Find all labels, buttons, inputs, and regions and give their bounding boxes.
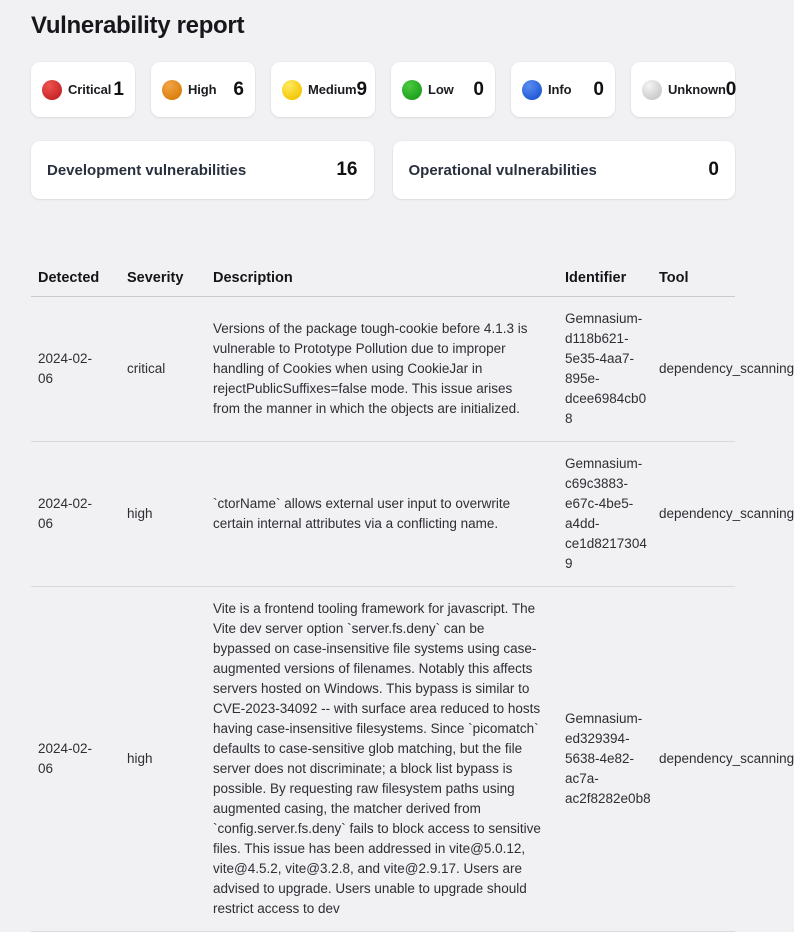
table-header-row — [31, 260, 735, 297]
development-vulnerabilities-label: Development vulnerabilities — [47, 161, 247, 179]
identifier-cell: Gemnasium-c69c3883-e67c-4be5-a4dd-ce1d82173049 — [557, 442, 653, 587]
development-vulnerabilities-count: 16 — [336, 159, 358, 180]
severity-card-high — [151, 62, 255, 117]
info-dot-icon — [522, 80, 542, 100]
severity-card-unknown — [631, 62, 735, 117]
severity-card-low — [391, 62, 495, 117]
detected-cell: 2024-02-06 — [31, 587, 119, 932]
identifier-cell: Gemnasium-d118b621-5e35-4aa7-895e-dcee6984cb08 — [557, 297, 653, 442]
tool-cell: dependency_scanning — [653, 442, 735, 587]
severity-label: High — [188, 82, 217, 97]
description-cell: `ctorName` allows external user input to overwrite certain internal attributes via a conflicting name. — [205, 442, 557, 587]
operational-vulnerabilities-label: Operational vulnerabilities — [408, 161, 597, 179]
column-header-severity: Severity — [119, 260, 205, 297]
vulnerability-report-page — [31, 0, 794, 932]
table-row[interactable] — [31, 587, 735, 932]
severity-count: 0 — [593, 78, 604, 100]
severity-count: 6 — [233, 78, 244, 100]
vulnerability-table — [31, 260, 794, 932]
severity-count: 0 — [473, 78, 484, 100]
operational-vulnerabilities-count: 0 — [708, 159, 719, 180]
tool-cell: dependency_scanning — [653, 297, 735, 442]
column-header-tool: Tool — [653, 260, 735, 297]
severity-cell: high — [119, 442, 205, 587]
severity-count: 0 — [725, 78, 737, 100]
severity-count: 1 — [113, 78, 124, 100]
severity-label: Info — [548, 82, 572, 97]
severity-cell: critical — [119, 297, 205, 442]
description-cell: Versions of the package tough-cookie before 4.1.3 is vulnerable to Prototype Pollution due to improper handling of Cookies when using CookieJar in rejectPublicSuffixes=false mode. This issue arises from the manner in which the objects are initialized. — [205, 297, 557, 442]
low-dot-icon — [402, 80, 422, 100]
development-vulnerabilities-card — [31, 141, 374, 199]
column-header-description: Description — [205, 260, 557, 297]
table-row[interactable] — [31, 297, 735, 442]
severity-card-info — [511, 62, 615, 117]
description-cell: Vite is a frontend tooling framework for javascript. The Vite dev server option `server.fs.deny` can be bypassed on case-insensitive file systems using case-augmented versions of filenames. Notably this affects servers hosted on Windows. This bypass is similar to CVE-2023-34092 -- with surface area reduced to hosts having case-insensitive filesystems. Since `picomatch` defaults to case-sensitive glob matching, but the file server does not discriminate; a block list bypass is possible. By requesting raw filesystem paths using augmented casing, the matcher derived from `config.server.fs.deny` fails to block access to sensitive files. This issue has been addressed in vite@5.0.12, vite@4.5.2, vite@3.2.8, and vite@2.9.17. Users are advised to upgrade. Users unable to upgrade should restrict access to dev — [205, 587, 557, 932]
high-dot-icon — [162, 80, 182, 100]
unknown-dot-icon — [642, 80, 662, 100]
severity-label: Unknown — [668, 82, 726, 97]
severity-label: Low — [428, 82, 454, 97]
severity-card-critical — [31, 62, 135, 117]
operational-vulnerabilities-card — [393, 141, 736, 199]
severity-label: Critical — [68, 82, 112, 97]
column-header-detected: Detected — [31, 260, 119, 297]
severity-summary-row — [31, 62, 735, 117]
severity-count: 9 — [356, 78, 368, 100]
column-header-identifier: Identifier — [557, 260, 653, 297]
identifier-cell: Gemnasium-ed329394-5638-4e82-ac7a-ac2f8282e0b8 — [557, 587, 653, 932]
severity-cell: high — [119, 587, 205, 932]
detected-cell: 2024-02-06 — [31, 442, 119, 587]
tool-cell: dependency_scanning — [653, 587, 735, 932]
page-title: Vulnerability report — [31, 12, 245, 39]
detected-cell: 2024-02-06 — [31, 297, 119, 442]
table-row[interactable] — [31, 442, 735, 587]
vulnerability-totals-row — [31, 141, 735, 199]
medium-dot-icon — [282, 80, 302, 100]
severity-label: Medium — [308, 82, 357, 97]
critical-dot-icon — [42, 80, 62, 100]
severity-card-medium — [271, 62, 375, 117]
